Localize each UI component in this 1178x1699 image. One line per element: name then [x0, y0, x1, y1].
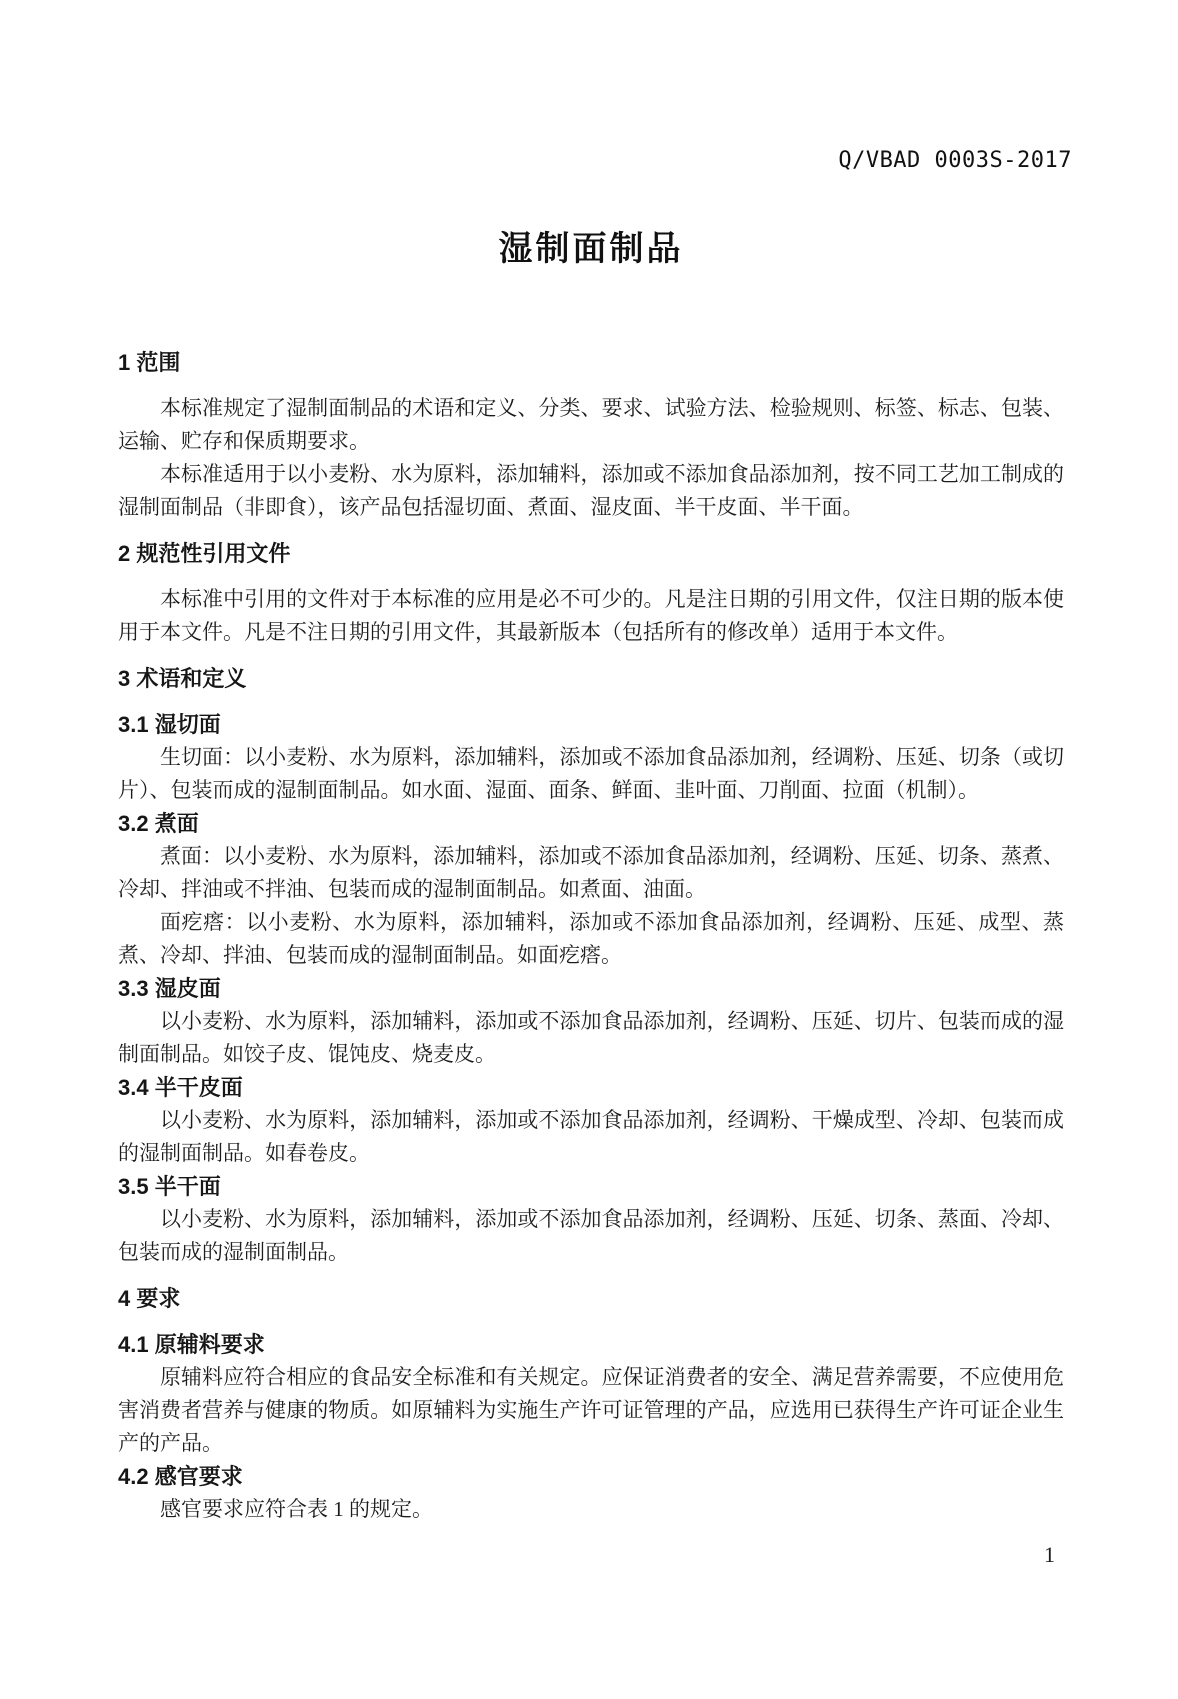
section-4-2-heading: 4.2 感官要求	[118, 1463, 243, 1489]
section-4-2-paragraph-1: 感官要求应符合表 1 的规定。	[160, 1496, 433, 1521]
section-3-4-heading: 3.4 半干皮面	[118, 1074, 243, 1100]
section-3-2-heading: 3.2 煮面	[118, 810, 199, 836]
section-3-2-paragraph-1: 煮面：以小麦粉、水为原料，添加辅料，添加或不添加食品添加剂，经调粉、压延、切条、蒸煮、冷却、拌油或不拌油、包装而成的湿制面制品。如煮面、油面。	[118, 843, 1064, 901]
section-3-5-paragraph-1: 以小麦粉、水为原料，添加辅料，添加或不添加食品添加剂，经调粉、压延、切条、蒸面、冷却、包装而成的湿制面制品。	[118, 1206, 1064, 1264]
section-4-1-heading: 4.1 原辅料要求	[118, 1331, 265, 1357]
section-1-paragraph-2: 本标准适用于以小麦粉、水为原料，添加辅料，添加或不添加食品添加剂，按不同工艺加工制成的湿制面制品（非即食），该产品包括湿切面、煮面、湿皮面、半干皮面、半干面。	[118, 461, 1064, 519]
section-3-3-paragraph-1: 以小麦粉、水为原料，添加辅料，添加或不添加食品添加剂，经调粉、压延、切片、包装而成的湿制面制品。如饺子皮、馄饨皮、烧麦皮。	[118, 1008, 1064, 1066]
section-1-heading: 1 范围	[118, 349, 181, 375]
section-2-paragraph-1: 本标准中引用的文件对于本标准的应用是必不可少的。凡是注日期的引用文件，仅注日期的版本使用于本文件。凡是不注日期的引用文件，其最新版本（包括所有的修改单）适用于本文件。	[118, 586, 1064, 644]
section-3-1-paragraph-1: 生切面：以小麦粉、水为原料，添加辅料，添加或不添加食品添加剂，经调粉、压延、切条（或切片）、包装而成的湿制面制品。如水面、湿面、面条、鲜面、韭叶面、刀削面、拉面（机制）。	[118, 744, 1064, 802]
page-number: 1	[1044, 1542, 1055, 1567]
section-3-3-heading: 3.3 湿皮面	[118, 975, 221, 1001]
section-3-1-heading: 3.1 湿切面	[118, 711, 221, 737]
section-3-5-heading: 3.5 半干面	[118, 1173, 221, 1199]
section-4-heading: 4 要求	[118, 1285, 181, 1311]
document-content	[118, 0, 1064, 1526]
section-3-2-paragraph-2: 面疙瘩：以小麦粉、水为原料，添加辅料，添加或不添加食品添加剂，经调粉、压延、成型、蒸煮、冷却、拌油、包装而成的湿制面制品。如面疙瘩。	[118, 909, 1064, 967]
section-4-1-paragraph-1: 原辅料应符合相应的食品安全标准和有关规定。应保证消费者的安全、满足营养需要，不应使用危害消费者营养与健康的物质。如原辅料为实施生产许可证管理的产品，应选用已获得生产许可证企业生产的产品。	[118, 1364, 1064, 1455]
section-3-heading: 3 术语和定义	[118, 665, 247, 691]
section-2-heading: 2 规范性引用文件	[118, 540, 291, 566]
document-title: 湿制面制品	[498, 230, 684, 268]
section-1-paragraph-1: 本标准规定了湿制面制品的术语和定义、分类、要求、试验方法、检验规则、标签、标志、包装、运输、贮存和保质期要求。	[118, 395, 1064, 453]
section-3-4-paragraph-1: 以小麦粉、水为原料，添加辅料，添加或不添加食品添加剂，经调粉、干燥成型、冷却、包装而成的湿制面制品。如春卷皮。	[118, 1107, 1064, 1165]
standard-number: Q/VBAD 0003S-2017	[838, 148, 1072, 173]
